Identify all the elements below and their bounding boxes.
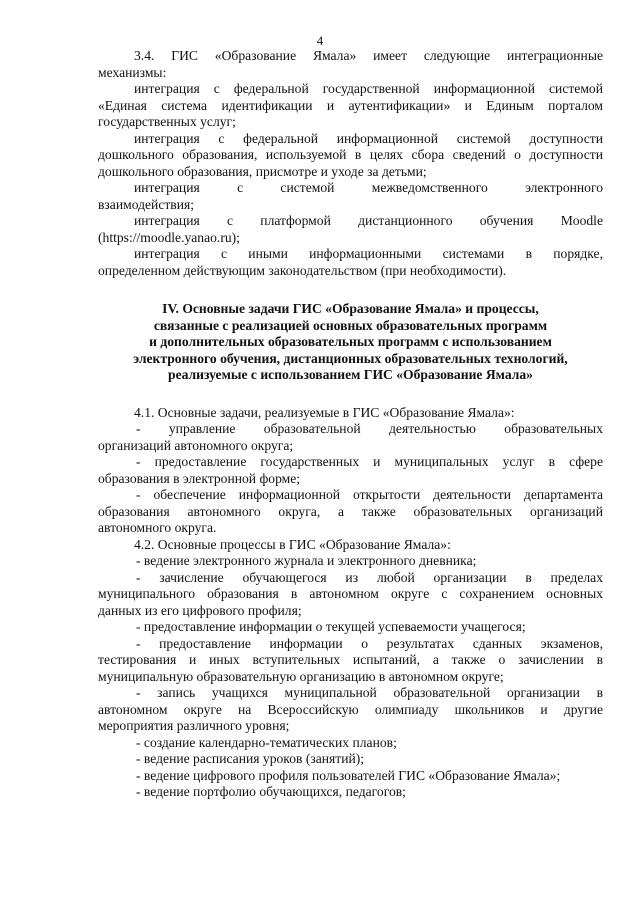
text-line: 4.2. Основные процессы в ГИС «Образование Ямала»: xyxy=(134,536,451,552)
text-line: данных из его цифрового профиля; xyxy=(98,602,302,618)
text-line: - создание календарно-тематических планов; xyxy=(136,734,397,750)
text-line: - ведение портфолио обучающихся, педагогов; xyxy=(136,784,406,799)
heading-line: IV. Основные задачи ГИС «Образование Ямала» и процессы, xyxy=(162,301,539,316)
text-line: интеграция с федеральной информационной системой доступности xyxy=(134,130,603,146)
text-line: (https://moodle.yanao.ru); xyxy=(98,229,240,245)
text-line: интеграция с федеральной государственной информационной системой xyxy=(134,81,603,96)
text-line: - зачисление обучающегося из любой организации в пределах xyxy=(136,569,603,585)
text-line: интеграция с системой межведомственного электронного xyxy=(134,180,603,195)
text-line: «Единая система идентификации и аутентификации» и Единым порталом xyxy=(98,97,603,113)
text-line: механизмы: xyxy=(98,64,167,80)
text-line: - предоставление государственных и муниципальных услуг в сфере xyxy=(136,454,603,469)
text-line: - ведение расписания уроков (занятий); xyxy=(136,751,365,766)
text-line: автономном округе на Всероссийскую олимпиаду школьников и другие xyxy=(98,701,603,717)
document-body xyxy=(98,48,603,801)
section-heading xyxy=(98,301,603,384)
text-line: 3.4. ГИС «Образование Ямала» имеет следующие интеграционные xyxy=(134,48,603,63)
text-line: - управление образовательной деятельностью образовательных xyxy=(136,421,603,436)
text-line: - предоставление информации о текущей успеваемости учащегося; xyxy=(136,619,526,634)
text-line: интеграция с платформой дистанционного обучения Moodle xyxy=(134,213,603,228)
text-line: дошкольного образования, используемой в целях сбора сведений о доступности xyxy=(98,147,603,162)
text-line: муниципального образования в автономном округе с сохранением основных xyxy=(98,586,603,601)
text-line: тестирования и иных вступительных испытаний, а также о зачислении в xyxy=(98,652,603,667)
text-line: - запись учащихся муниципальной образовательной организации в xyxy=(136,685,603,700)
text-line: - ведение цифрового профиля пользователей ГИС «Образование Ямала»; xyxy=(136,767,561,783)
text-line: образования в электронной форме; xyxy=(98,470,301,486)
heading-line: связанные с реализацией основных образовательных программ xyxy=(153,317,548,333)
text-line: - предоставление информации о результатах сданных экзаменов, xyxy=(136,635,603,651)
text-line: интеграция с иными информационными системами в порядке, xyxy=(134,246,603,261)
heading-line: реализуемые с использованием ГИС «Образование Ямала» xyxy=(168,367,533,382)
text-line: 4.1. Основные задачи, реализуемые в ГИС «Образование Ямала»: xyxy=(134,404,515,420)
heading-line: и дополнительных образовательных программ с использованием xyxy=(149,334,552,349)
text-line: автономного округа. xyxy=(98,520,217,535)
heading-line: электронного обучения, дистанционных образовательных технологий, xyxy=(133,350,568,366)
text-line: организаций автономного округа; xyxy=(98,437,294,453)
page-number: 4 xyxy=(316,33,324,48)
text-line: взаимодействия; xyxy=(98,196,195,212)
text-line: муниципальную образовательную организацию в автономном округе; xyxy=(98,668,504,684)
text-line: государственных услуг; xyxy=(98,114,236,129)
text-line: - ведение электронного журнала и электронного дневника; xyxy=(136,553,477,568)
text-line: образования автономного округа, а также образовательных организаций xyxy=(98,503,603,519)
text-line: мероприятия различного уровня; xyxy=(98,718,290,733)
text-line: - обеспечение информационной открытости деятельности департамента xyxy=(136,487,603,502)
text-line: дошкольного образования, присмотре и уходе за детьми; xyxy=(98,163,427,179)
text-line: определенном действующим законодательством (при необходимости). xyxy=(98,262,507,278)
